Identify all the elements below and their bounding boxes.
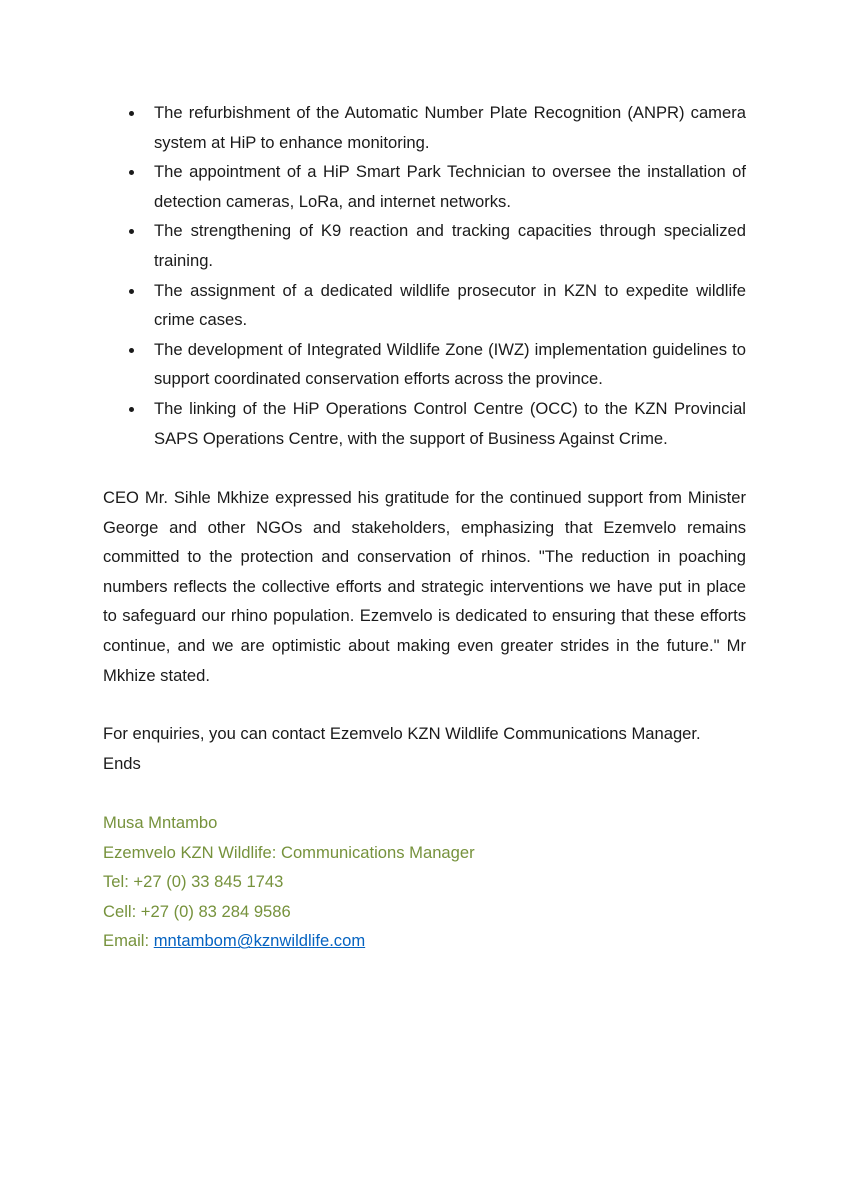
contact-name: Musa Mntambo — [103, 813, 218, 832]
list-item — [103, 394, 746, 453]
ends-marker: Ends — [103, 754, 141, 773]
email-link[interactable]: mntambom@kznwildlife.com — [153, 931, 366, 951]
bullet-icon — [129, 289, 134, 294]
ceo-statement-paragraph: CEO Mr. Sihle Mkhize expressed his gratitude for the continued support from Minister George and other NGOs and stakeholders, emphasizing that Ezemvelo remains committed to the protection and conservation of rhinos. "The reduction in poaching numbers reflects the collective efforts and strategic interventions we have put in place to safeguard our rhino population. Ezemvelo is dedicated to ensuring that these efforts continue, and we are optimistic about making even greater strides in the future." Mr Mkhize stated. — [103, 488, 746, 685]
list-item-text: The development of Integrated Wildlife Zone (IWZ) implementation guidelines to support coordinated conservation efforts across the province. — [154, 339, 746, 389]
list-item-text: The strengthening of K9 reaction and tracking capacities through specialized training. — [154, 221, 746, 270]
list-item — [103, 335, 746, 394]
contact-block — [103, 808, 746, 956]
list-item-text: The refurbishment of the Automatic Number Plate Recognition (ANPR) camera system at HiP to enhance monitoring. — [154, 103, 746, 152]
initiatives-list — [103, 98, 746, 453]
bullet-icon — [129, 407, 134, 412]
contact-title: Ezemvelo KZN Wildlife: Communications Manager — [103, 842, 475, 862]
list-item-text: The assignment of a dedicated wildlife prosecutor in KZN to expedite wildlife crime cases. — [154, 280, 746, 330]
contact-cell: Cell: +27 (0) 83 284 9586 — [103, 901, 291, 921]
list-item-text: The linking of the HiP Operations Control Centre (OCC) to the KZN Provincial SAPS Operations Centre, with the support of Business Against Crime. — [154, 398, 746, 448]
list-item — [103, 157, 746, 216]
email-label: Email: — [103, 931, 150, 951]
enquiries-paragraph: For enquiries, you can contact Ezemvelo KZN Wildlife Communications Manager. — [103, 724, 701, 743]
bullet-icon — [129, 229, 134, 234]
list-item — [103, 98, 746, 157]
list-item-text: The appointment of a HiP Smart Park Technician to oversee the installation of detection cameras, LoRa, and internet networks. — [154, 162, 746, 211]
list-item — [103, 276, 746, 335]
bullet-icon — [129, 111, 134, 116]
contact-tel: Tel: +27 (0) 33 845 1743 — [103, 872, 284, 892]
contact-email-row — [103, 926, 746, 956]
bullet-icon — [129, 348, 134, 353]
bullet-icon — [129, 170, 134, 175]
list-item — [103, 216, 746, 275]
